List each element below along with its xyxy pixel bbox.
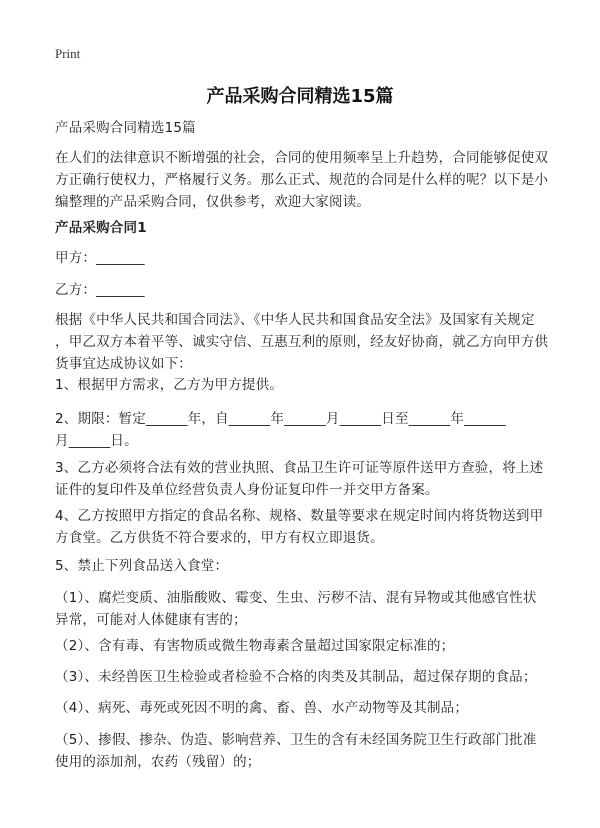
item-5-line: 使用的添加剂，农药（残留）的； bbox=[55, 754, 261, 770]
clause-4-line: 方食堂。乙方供货不符合要求的，甲方有权立即退货。 bbox=[55, 530, 384, 546]
basis-line: ，甲乙双方本着平等、诚实守信、互惠互利的原则，经友好协商，就乙方向甲方供 bbox=[55, 334, 549, 350]
clause-3-line: 3、乙方必须将合法有效的营业执照、食品卫生许可证等原件送甲方查验，将上述 bbox=[55, 460, 544, 476]
document-subtitle: 产品采购合同精选15篇 bbox=[55, 120, 196, 136]
item-5-line: （5）、掺假、掺杂、伪造、影响营养、卫生的含有未经国务院卫生行政部门批准 bbox=[55, 732, 537, 748]
clause-5: 5、禁止下列食品送入食堂： bbox=[55, 558, 229, 574]
clause-2-line: 月______日。 bbox=[55, 433, 138, 449]
clause-3-line: 证件的复印件及单位经营负责人身份证复印件一并交甲方备案。 bbox=[55, 482, 439, 498]
intro-line: 编整理的产品采购合同，仅供参考，欢迎大家阅读。 bbox=[55, 194, 371, 210]
item-2: （2）、含有毒、有害物质或微生物毒素含量超过国家限定标准的； bbox=[55, 638, 455, 654]
item-1-line: （1）、腐烂变质、油脂酸败、霉变、生虫、污秽不洁、混有异物或其他感官性状 bbox=[55, 590, 537, 606]
clause-1: 1、根据甲方需求，乙方为甲方提供。 bbox=[55, 377, 283, 393]
document-title: 产品采购合同精选15篇 bbox=[206, 86, 394, 107]
basis-line: 货事宜达成协议如下： bbox=[55, 356, 192, 372]
print-link[interactable]: Print bbox=[55, 46, 81, 61]
party-a-field: 甲方：_______ bbox=[55, 250, 145, 266]
section-heading: 产品采购合同1 bbox=[55, 220, 147, 236]
clause-2-line: 2、期限：暂定______年，自______年______月______日至______年______ bbox=[55, 411, 506, 427]
intro-line: 在人们的法律意识不断增强的社会，合同的使用频率呈上升趋势，合同能够促使双 bbox=[55, 150, 549, 166]
basis-line: 根据《中华人民共和国合同法》、《中华人民共和国食品安全法》及国家有关规定 bbox=[55, 312, 535, 328]
item-3: （3）、未经兽医卫生检验或者检验不合格的肉类及其制品，超过保存期的食品； bbox=[55, 669, 537, 685]
intro-line: 方正确行使权力，严格履行义务。那么正式、规范的合同是什么样的呢？以下是小 bbox=[55, 172, 549, 188]
party-b-field: 乙方：_______ bbox=[55, 282, 145, 298]
item-4: （4）、病死、毒死或死因不明的禽、畜、兽、水产动物等及其制品； bbox=[55, 700, 469, 716]
item-1-line: 异常，可能对人体健康有害的； bbox=[55, 612, 247, 628]
clause-4-line: 4、乙方按照甲方指定的食品名称、规格、数量等要求在规定时间内将货物送到甲 bbox=[55, 508, 544, 524]
